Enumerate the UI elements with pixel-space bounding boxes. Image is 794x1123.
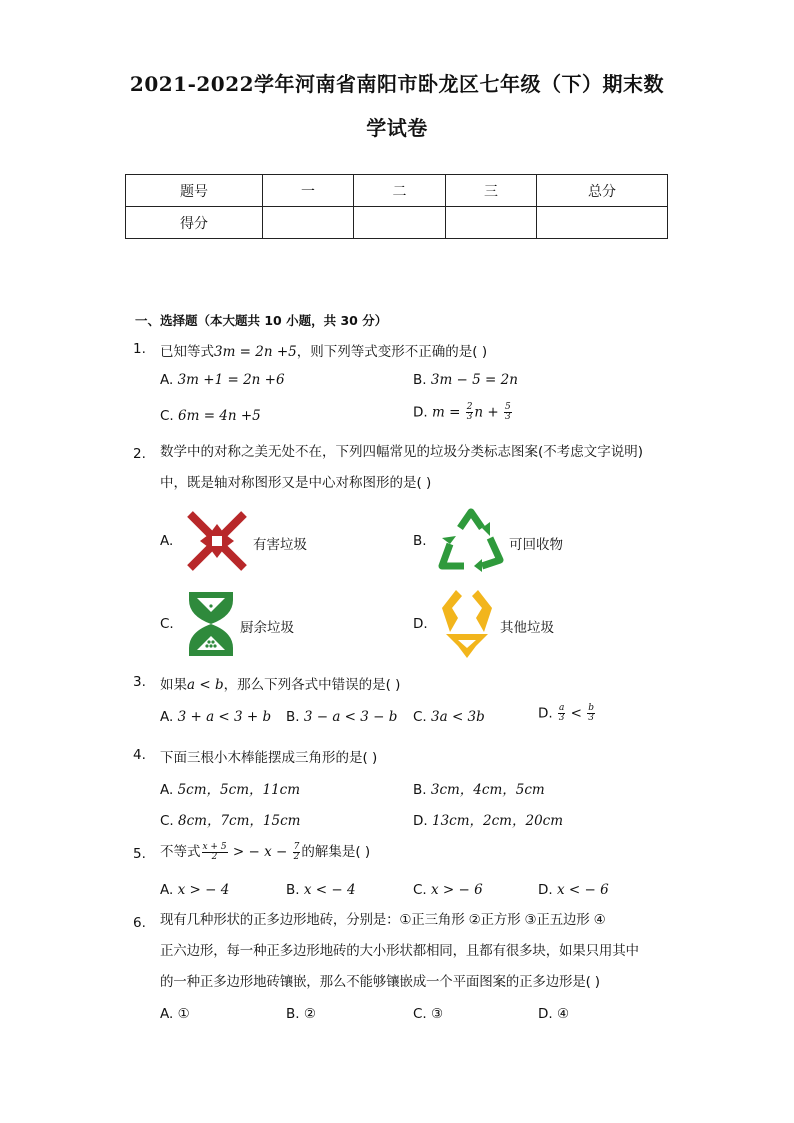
denominator: 3 bbox=[588, 713, 595, 723]
option-label: D. bbox=[413, 813, 428, 829]
denominator: 3 bbox=[466, 412, 473, 422]
fraction bbox=[587, 704, 595, 723]
question-number: 5. bbox=[133, 846, 146, 862]
stem-text: 如果 bbox=[160, 677, 187, 693]
paper-title-line1: 2021-2022学年河南省南阳市卧龙区七年级（下）期末数 bbox=[129, 72, 665, 96]
option-label: B. bbox=[413, 533, 427, 549]
score-table-header-row bbox=[126, 175, 668, 207]
question-number: 3. bbox=[133, 674, 146, 690]
score-table bbox=[125, 174, 668, 239]
option-c bbox=[413, 1006, 443, 1022]
stem-line: 现有几种形状的正多边形地砖，分别是：①正三角形 ②正方形 ③正五边形 ④ bbox=[160, 912, 606, 928]
question-number: 4. bbox=[133, 747, 146, 763]
question-number: 2. bbox=[133, 446, 146, 462]
icon-caption: 厨余垃圾 bbox=[240, 620, 294, 636]
stem-text: ，那么下列各式中错误的是( ) bbox=[223, 677, 401, 693]
icon-caption: 有害垃圾 bbox=[253, 537, 307, 553]
option-text: x < − 4 bbox=[303, 882, 356, 898]
numerator: x + 5 bbox=[202, 841, 227, 852]
option-text: ③ bbox=[431, 1006, 444, 1022]
option-text: x > − 6 bbox=[431, 882, 483, 898]
denominator: 3 bbox=[558, 713, 565, 723]
option-c bbox=[413, 709, 485, 725]
option-text: 13cm，2cm，20cm bbox=[431, 813, 564, 829]
icon-caption: 可回收物 bbox=[509, 537, 563, 553]
option-text: < bbox=[566, 705, 587, 722]
option-a bbox=[160, 709, 271, 725]
score-cell bbox=[446, 207, 537, 239]
option-text: 8cm，7cm，15cm bbox=[178, 813, 301, 829]
option-a bbox=[160, 1006, 190, 1022]
question-number: 1. bbox=[133, 341, 146, 357]
score-header-cell: 总分 bbox=[537, 175, 668, 207]
option-c bbox=[160, 408, 261, 424]
option-label: A. bbox=[160, 709, 174, 725]
option-label: D. bbox=[538, 1006, 553, 1022]
option-text: ① bbox=[177, 1006, 190, 1022]
stem-line: 中，既是轴对称图形又是中心对称图形的是( ) bbox=[160, 475, 432, 491]
option-d bbox=[413, 809, 563, 829]
fraction bbox=[558, 704, 565, 723]
stem-equation: > − x − bbox=[228, 844, 292, 860]
option-label: B. bbox=[286, 709, 300, 725]
question-2-stem bbox=[160, 437, 665, 499]
score-cell bbox=[537, 207, 668, 239]
option-text: 3 + a < 3 + b bbox=[177, 709, 272, 725]
option-b bbox=[286, 709, 397, 725]
fraction bbox=[293, 843, 301, 862]
denominator: 2 bbox=[293, 851, 300, 862]
option-text: 3a < 3b bbox=[431, 709, 485, 725]
fraction bbox=[504, 403, 512, 422]
option-text: m = bbox=[431, 404, 465, 421]
option-label: D. bbox=[413, 616, 428, 632]
stem-text: 不等式 bbox=[160, 844, 201, 860]
option-b bbox=[413, 778, 545, 798]
option-label: D. bbox=[413, 404, 428, 421]
stem-line: 数学中的对称之美无处不在，下列四幅常见的垃圾分类标志图案(不考虑文字说明) bbox=[160, 444, 644, 460]
numerator: 5 bbox=[505, 402, 511, 412]
option-c bbox=[413, 882, 483, 898]
question-number: 6. bbox=[133, 915, 146, 931]
option-label: B. bbox=[413, 782, 427, 798]
option-label: C. bbox=[160, 813, 174, 829]
section-heading: 一、选择题（本大题共 10 小题，共 30 分） bbox=[135, 313, 388, 328]
option-a bbox=[160, 778, 300, 798]
option-text: 5cm，5cm，11cm bbox=[177, 782, 301, 798]
option-b bbox=[286, 882, 356, 898]
denominator: 2 bbox=[211, 851, 218, 862]
question-5-stem bbox=[160, 840, 370, 862]
recyclable-icon bbox=[438, 508, 504, 572]
score-header-cell: 二 bbox=[354, 175, 446, 207]
score-table-score-row bbox=[126, 207, 668, 239]
stem-equation: 3m = 2n +5 bbox=[214, 344, 297, 360]
option-d bbox=[538, 882, 609, 898]
score-header-cell: 一 bbox=[263, 175, 354, 207]
option-a bbox=[160, 882, 229, 898]
stem-line: 正六边形，每一种正多边形地砖的大小形状都相同，且都有很多块，如果只用其中 bbox=[160, 943, 639, 959]
numerator: a bbox=[558, 703, 565, 713]
option-label: C. bbox=[413, 1006, 427, 1022]
option-label: C. bbox=[413, 882, 427, 898]
icon-caption: 其他垃圾 bbox=[500, 620, 554, 636]
option-text: n + bbox=[474, 404, 504, 421]
option-d bbox=[538, 704, 596, 723]
question-4-stem: 下面三根小木棒能摆成三角形的是( ) bbox=[160, 750, 378, 766]
option-label: A. bbox=[160, 1006, 174, 1022]
stem-equation: a < b bbox=[187, 677, 224, 693]
option-text: ④ bbox=[556, 1006, 570, 1022]
fraction bbox=[466, 403, 474, 422]
stem-text: ，则下列等式变形不正确的是( ) bbox=[296, 344, 488, 360]
option-text: 3m +1 = 2n +6 bbox=[177, 372, 285, 388]
score-header-cell: 题号 bbox=[126, 175, 263, 207]
stem-text: 的解集是( ) bbox=[301, 844, 371, 860]
option-text: x > − 4 bbox=[177, 882, 230, 898]
score-header-cell: 三 bbox=[446, 175, 537, 207]
option-a bbox=[160, 372, 285, 388]
option-text: 6m = 4n +5 bbox=[178, 408, 261, 424]
option-label: A. bbox=[160, 533, 174, 549]
option-text: ② bbox=[303, 1006, 316, 1022]
score-cell bbox=[263, 207, 354, 239]
option-label: D. bbox=[538, 705, 553, 722]
stem-text: 已知等式 bbox=[160, 344, 214, 360]
paper-title-line2: 学试卷 bbox=[366, 116, 428, 140]
numerator: b bbox=[588, 703, 595, 713]
option-label: B. bbox=[413, 372, 427, 388]
question-6-stem bbox=[160, 905, 665, 998]
question-3-stem bbox=[160, 673, 400, 693]
option-label: A. bbox=[160, 782, 174, 798]
other-waste-icon bbox=[436, 588, 498, 660]
option-label: D. bbox=[538, 882, 553, 898]
denominator: 3 bbox=[505, 412, 511, 422]
option-b bbox=[286, 1006, 316, 1022]
option-label: C. bbox=[160, 408, 174, 424]
option-c bbox=[160, 809, 300, 829]
option-label: A. bbox=[160, 372, 174, 388]
option-b bbox=[413, 372, 518, 388]
kitchen-waste-icon bbox=[185, 590, 237, 658]
option-label: B. bbox=[286, 882, 300, 898]
option-text: 3m − 5 = 2n bbox=[430, 372, 518, 388]
fraction bbox=[202, 843, 228, 862]
question-1-stem bbox=[160, 340, 487, 360]
option-label: B. bbox=[286, 1006, 300, 1022]
stem-line: 的一种正多边形地砖镶嵌，那么不能够镶嵌成一个平面图案的正多边形是( ) bbox=[160, 974, 600, 990]
option-label: A. bbox=[160, 882, 174, 898]
numerator: 2 bbox=[466, 402, 473, 412]
score-cell bbox=[354, 207, 446, 239]
score-row-label: 得分 bbox=[126, 207, 263, 239]
option-label: C. bbox=[160, 616, 174, 632]
hazardous-waste-icon bbox=[186, 510, 248, 572]
option-text: x < − 6 bbox=[556, 882, 609, 898]
option-label: C. bbox=[413, 709, 427, 725]
option-d bbox=[538, 1006, 569, 1022]
option-text: 3cm，4cm，5cm bbox=[430, 782, 545, 798]
option-text: 3 − a < 3 − b bbox=[303, 709, 398, 725]
option-d bbox=[413, 403, 513, 422]
numerator: 7 bbox=[293, 841, 300, 852]
